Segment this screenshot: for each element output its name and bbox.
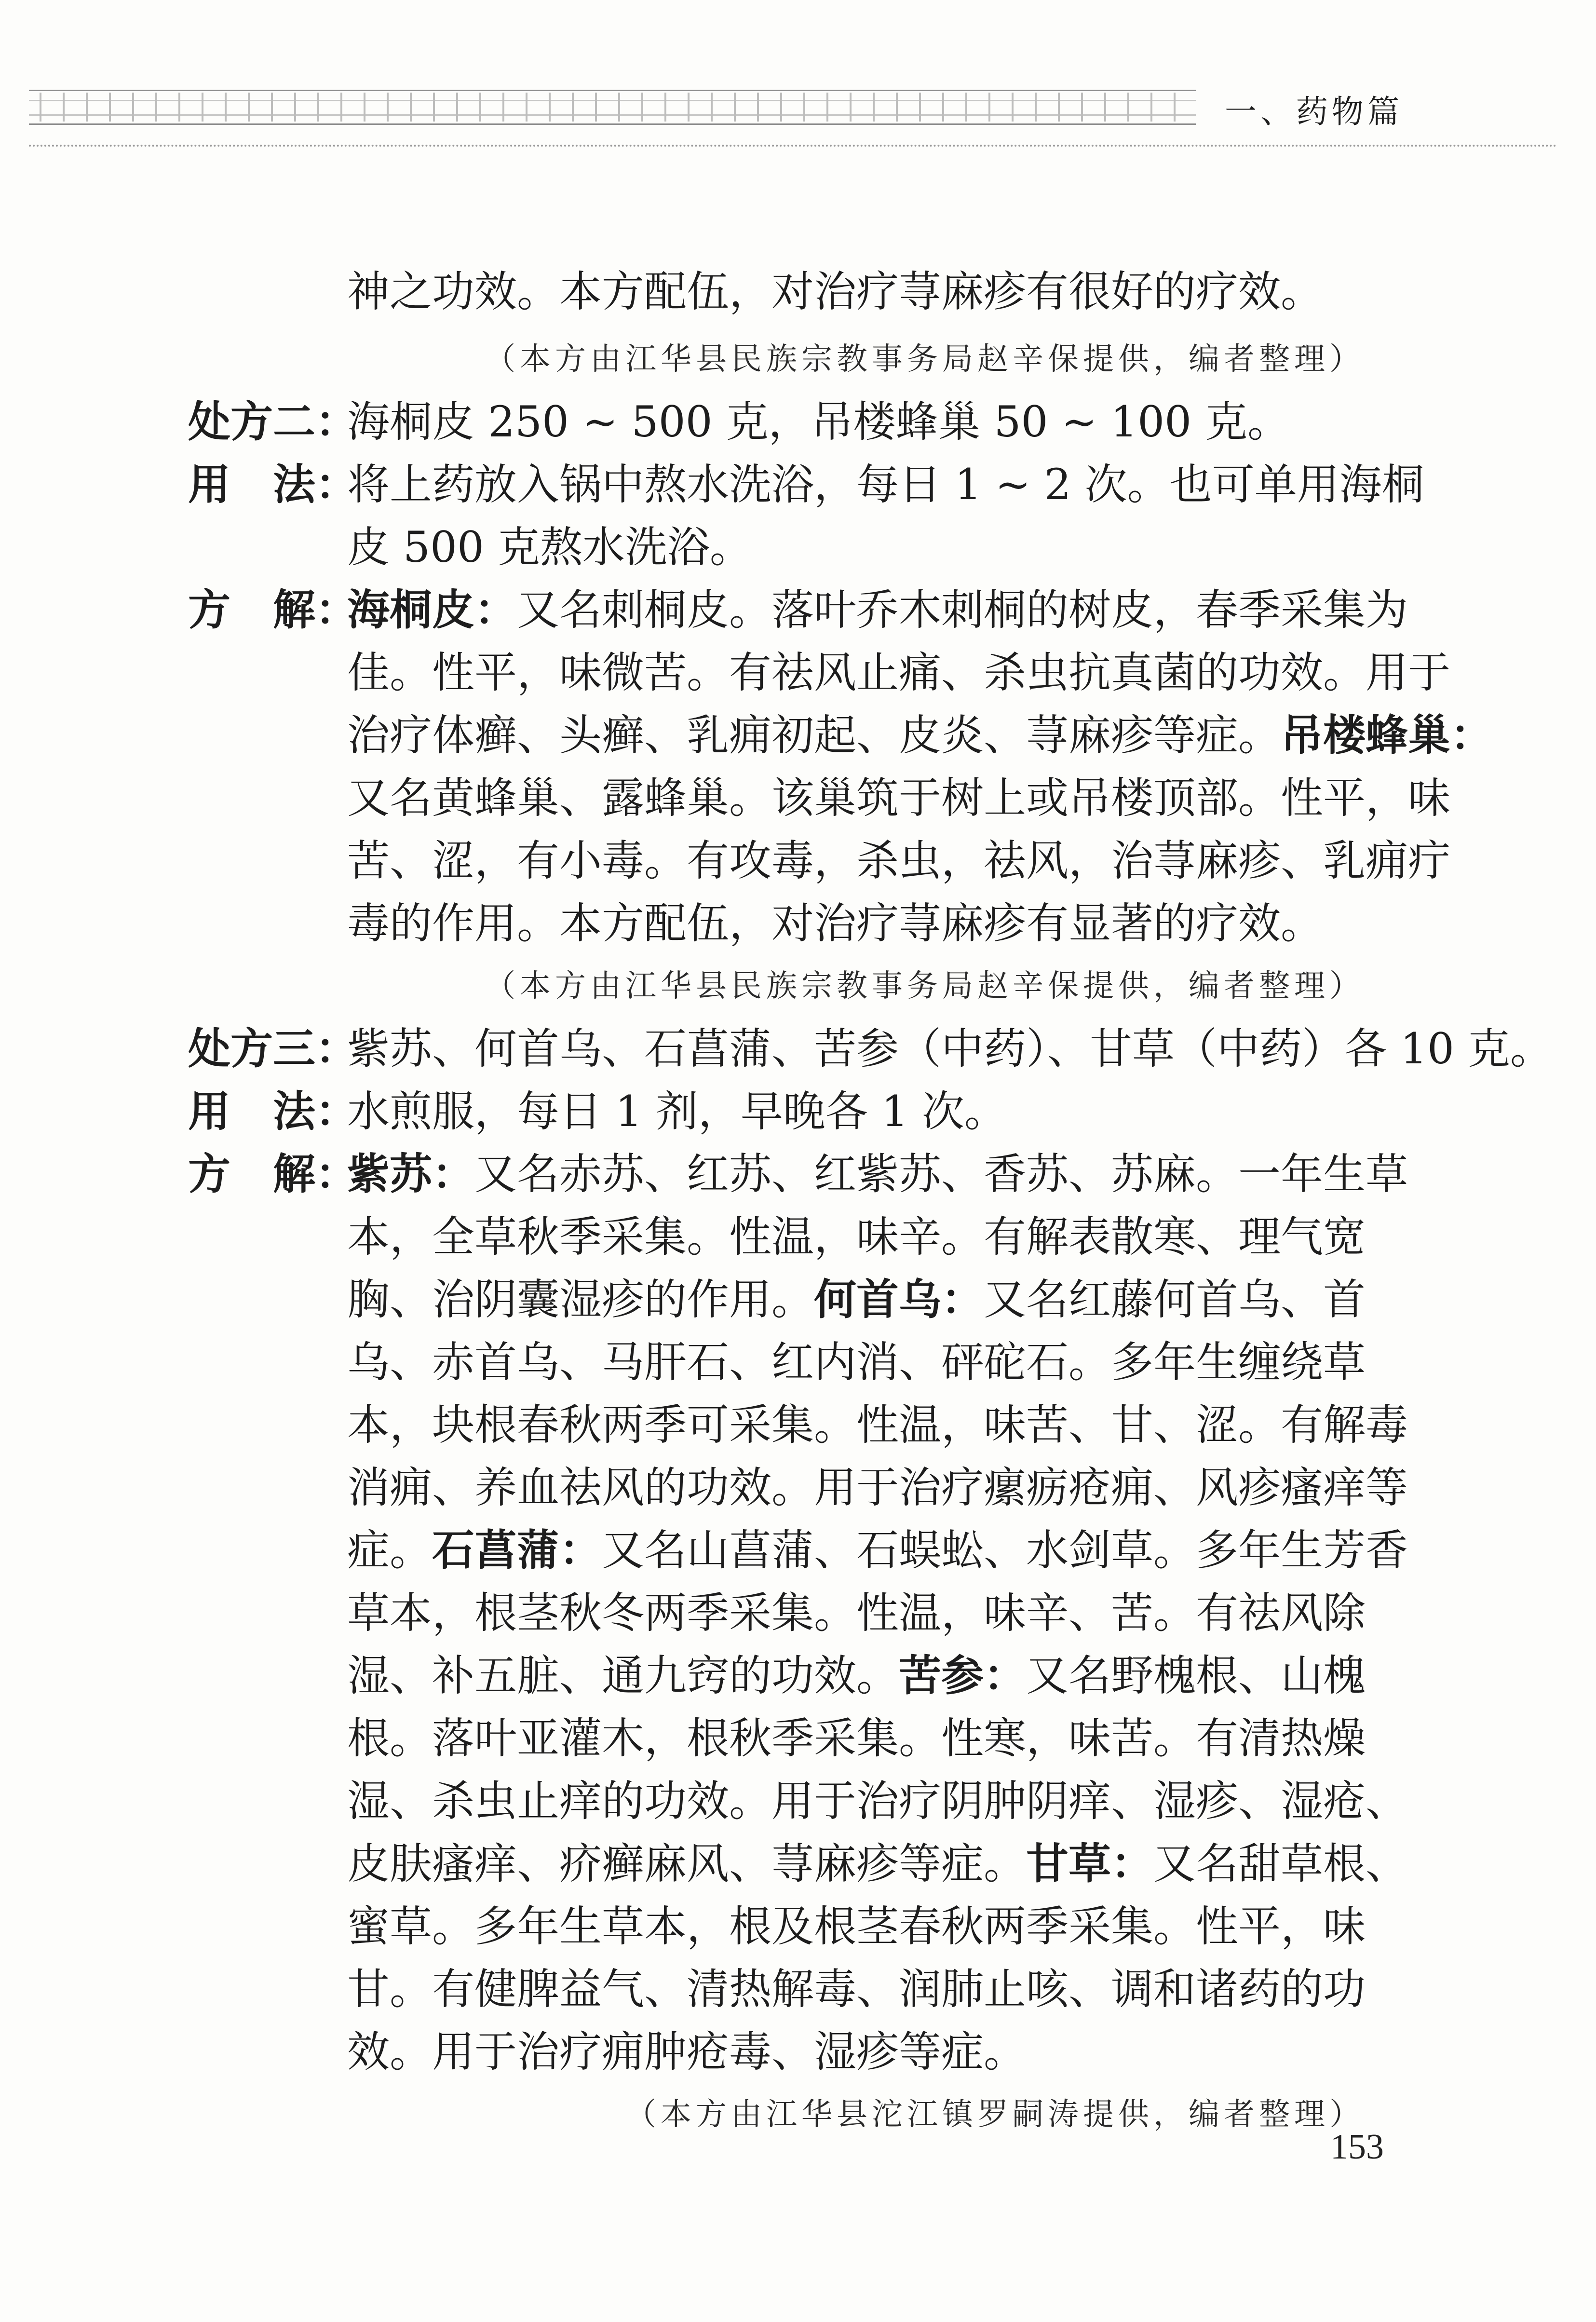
text-line: 草本，根茎秋冬两季采集。性温，味辛、苦。有祛风除	[347, 1588, 1366, 1638]
header-ornament-top-rule	[29, 90, 1196, 91]
text-line: 水煎服，每日 1 剂，早晚各 1 次。	[347, 1086, 1007, 1136]
text-line: 治疗体癣、头癣、乳痈初起、皮炎、荨麻疹等症。吊楼蜂巢：	[347, 710, 1493, 760]
prescription-label: 处方二：	[188, 397, 358, 447]
text-line: 效。用于治疗痈肿疮毒、湿疹等症。	[347, 2027, 1027, 2077]
header-ornament-bottom-rule	[29, 123, 1196, 125]
text-line: 神之功效。本方配伍，对治疗荨麻疹有很好的疗效。	[347, 267, 1324, 316]
source-credit: （本方由江华县沱江镇罗嗣涛提供，编者整理）	[625, 2097, 1365, 2132]
text-line: 佳。性平，味微苦。有祛风止痛、杀虫抗真菌的功效。用于	[347, 648, 1451, 697]
source-credit: （本方由江华县民族宗教事务局赵辛保提供，编者整理）	[485, 968, 1365, 1004]
explanation-label: 方 解：	[188, 585, 358, 635]
text-line: 症。石菖蒲：又名山菖蒲、石蜈蚣、水剑草。多年生芳香	[347, 1525, 1408, 1575]
text-line: 皮 500 克熬水洗浴。	[347, 522, 752, 572]
text-line: 苦、涩，有小毒。有攻毒，杀虫，祛风，治荨麻疹、乳痈疔	[347, 836, 1451, 885]
text-line: 紫苏、何首乌、石菖蒲、苦参（中药）、甘草（中药）各 10 克。	[347, 1024, 1553, 1073]
source-credit: （本方由江华县民族宗教事务局赵辛保提供，编者整理）	[485, 341, 1365, 377]
text-line: 毒的作用。本方配伍，对治疗荨麻疹有显著的疗效。	[347, 898, 1324, 948]
text-line: 海桐皮：又名刺桐皮。落叶乔木刺桐的树皮，春季采集为	[347, 585, 1408, 635]
herb-term: 海桐皮：	[347, 585, 517, 635]
herb-term: 吊楼蜂巢：	[1281, 710, 1493, 760]
text-line: 蜜草。多年生草本，根及根茎春秋两季采集。性平，味	[347, 1901, 1366, 1951]
explanation-label: 方 解：	[188, 1149, 358, 1199]
text-line: 湿、补五脏、通九窍的功效。苦参：又名野槐根、山槐	[347, 1651, 1366, 1700]
herb-term: 紫苏：	[347, 1149, 475, 1199]
header-dotted-rule	[29, 145, 1557, 147]
header-ornament-band	[29, 93, 1196, 122]
herb-term: 甘草：	[1026, 1839, 1154, 1888]
text-line: 本，全草秋季采集。性温，味辛。有解表散寒、理气宽	[347, 1212, 1366, 1262]
text-line: 湿、杀虫止痒的功效。用于治疗阴肿阴痒、湿疹、湿疮、	[347, 1776, 1408, 1826]
prescription-label: 处方三：	[188, 1024, 358, 1073]
text-line: 皮肤瘙痒、疥癣麻风、荨麻疹等症。甘草：又名甜草根、	[347, 1839, 1408, 1888]
text-line: 胸、治阴囊湿疹的作用。何首乌：又名红藤何首乌、首	[347, 1275, 1366, 1324]
text-line: 本，块根春秋两季可采集。性温，味苦、甘、涩。有解毒	[347, 1400, 1408, 1450]
usage-label: 用 法：	[188, 460, 358, 509]
usage-label: 用 法：	[188, 1086, 358, 1136]
page-number: 153	[1330, 2127, 1384, 2167]
text-line: 甘。有健脾益气、清热解毒、润肺止咳、调和诸药的功	[347, 1964, 1366, 2014]
herb-term: 何首乌：	[814, 1275, 984, 1324]
text-line: 乌、赤首乌、马肝石、红内消、砰砣石。多年生缠绕草	[347, 1337, 1366, 1387]
text-line: 又名黄蜂巢、露蜂巢。该巢筑于树上或吊楼顶部。性平，味	[347, 773, 1451, 823]
text-line: 根。落叶亚灌木，根秋季采集。性寒，味苦。有清热燥	[347, 1713, 1366, 1763]
text-line: 消痈、养血祛风的功效。用于治疗瘰疬疮痈、风疹瘙痒等	[347, 1463, 1408, 1512]
text-line: 紫苏：又名赤苏、红苏、红紫苏、香苏、苏麻。一年生草	[347, 1149, 1408, 1199]
running-header-title: 一、药物篇	[1225, 93, 1403, 130]
herb-term: 石菖蒲：	[432, 1525, 602, 1575]
herb-term: 苦参：	[899, 1651, 1027, 1700]
text-line: 海桐皮 250 ~ 500 克，吊楼蜂巢 50 ~ 100 克。	[347, 397, 1290, 447]
text-line: 将上药放入锅中熬水洗浴，每日 1 ~ 2 次。也可单用海桐	[347, 460, 1424, 509]
